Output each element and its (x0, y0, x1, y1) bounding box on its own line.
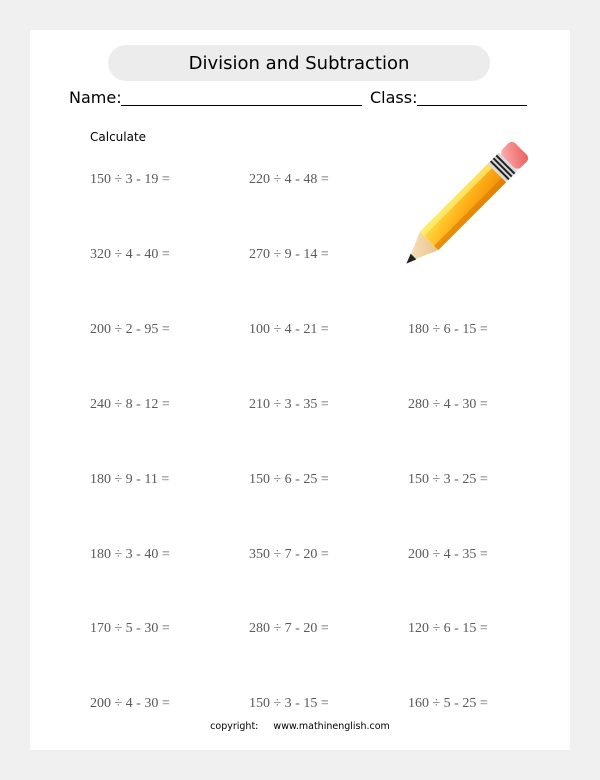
name-blank-line[interactable] (121, 105, 362, 106)
problem-item: 280 ÷ 7 - 20 = (249, 621, 329, 637)
class-blank-line[interactable] (417, 105, 527, 106)
problem-item: 150 ÷ 3 - 25 = (408, 471, 488, 487)
copyright-site[interactable]: www.mathinenglish.com (273, 721, 390, 732)
problem-item: 180 ÷ 6 - 15 = (408, 321, 488, 337)
problem-item: 200 ÷ 2 - 95 = (90, 321, 170, 337)
problem-item: 210 ÷ 3 - 35 = (249, 396, 329, 412)
problem-item: 180 ÷ 3 - 40 = (90, 546, 170, 562)
problem-item: 150 ÷ 6 - 25 = (249, 471, 329, 487)
problem-item: 100 ÷ 4 - 21 = (249, 321, 329, 337)
copyright-label: copyright: (210, 721, 259, 732)
worksheet (30, 30, 570, 750)
problem-item: 220 ÷ 4 - 48 = (249, 172, 329, 187)
problem-item: 320 ÷ 4 - 40 = (90, 246, 170, 262)
problem-item: 200 ÷ 4 - 30 = (90, 696, 170, 712)
problem-item: 150 ÷ 3 - 15 = (249, 696, 329, 712)
problem-item: 350 ÷ 7 - 20 = (249, 546, 329, 562)
problem-item: 280 ÷ 4 - 30 = (408, 396, 488, 412)
problem-item: 150 ÷ 3 - 19 = (90, 172, 170, 187)
pencil-icon (388, 135, 538, 280)
problem-item: 180 ÷ 9 - 11 = (90, 471, 170, 487)
problem-item: 200 ÷ 4 - 35 = (408, 546, 488, 562)
copyright-footer (30, 721, 570, 732)
problem-item: 160 ÷ 5 - 25 = (408, 696, 488, 712)
name-label: Name: (69, 88, 122, 107)
problem-item: 270 ÷ 9 - 14 = (249, 246, 329, 262)
class-label: Class: (370, 88, 418, 107)
instruction: Calculate (90, 130, 147, 144)
problem-item: 120 ÷ 6 - 15 = (408, 621, 488, 637)
worksheet-title: Division and Subtraction (108, 45, 490, 81)
problem-item: 170 ÷ 5 - 30 = (90, 621, 170, 637)
problem-item: 240 ÷ 8 - 12 = (90, 396, 170, 412)
